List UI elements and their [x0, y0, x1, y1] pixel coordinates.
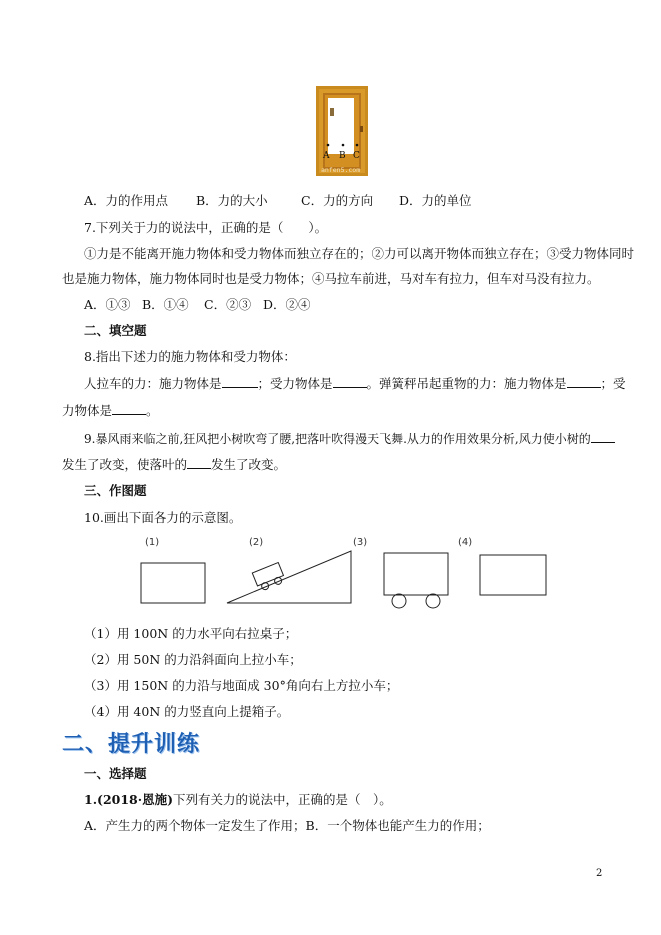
q6-option-b: B．力的大小 [196, 193, 268, 208]
q10-item-4: （4）用 40N 的力竖直向上提箱子。 [84, 704, 290, 719]
p1-stem-line [84, 792, 392, 808]
section-draw-heading: 三、作图题 [84, 483, 147, 498]
section-choice-heading: 一、选择题 [84, 766, 147, 781]
q8-l2-a: 力物体是 [62, 403, 113, 418]
q7-stem: 7.下列关于力的说法中，正确的是（ ）。 [84, 220, 328, 235]
door-label-c: C [353, 151, 360, 161]
q9-line2 [62, 456, 286, 473]
door-watermark: anfen5.com [321, 166, 361, 174]
door-label-a: A [323, 151, 330, 161]
q8-blank-3[interactable] [567, 375, 601, 388]
q8-line1 [84, 375, 626, 392]
q6-option-c: C．力的方向 [301, 193, 374, 208]
door-label-b: B [339, 151, 346, 161]
q10-item-2: （2）用 50N 的力沿斜面向上拉小车； [84, 652, 302, 667]
q7-option-c: C．②③ [204, 297, 252, 312]
q10-stem: 10.画出下面各力的示意图。 [84, 510, 242, 525]
p1-source: 1.(2018·恩施) [84, 792, 174, 807]
fig-label-3: (3) [353, 537, 368, 548]
q9-line1 [84, 430, 615, 447]
q8-stem: 8.指出下述力的施力物体和受力物体： [84, 349, 296, 364]
page-number: 2 [596, 868, 603, 879]
q8-blank-1[interactable] [222, 375, 258, 388]
q9-l2-b: 发生了改变。 [211, 457, 287, 472]
fig2-incline [227, 551, 351, 603]
section-fill-heading: 二、填空题 [84, 323, 147, 338]
q6-option-a: A．力的作用点 [84, 193, 169, 208]
q8-l1-d: ；受 [600, 376, 626, 391]
q8-blank-4[interactable] [112, 402, 146, 415]
fig-label-1: (1) [145, 537, 160, 548]
q8-l1-b: ；受力物体是 [257, 376, 333, 391]
q8-line2 [62, 402, 159, 419]
q9-l1-a: 9.暴风雨来临之前,狂风把小树吹弯了腰,把落叶吹得漫天飞舞.从力的作用效果分析,风力使小树的 [84, 432, 591, 446]
q10-item-3: （3）用 150N 的力沿与地面成 30°角向右上方拉小车； [84, 678, 399, 693]
q10-figures [125, 533, 555, 615]
section-advanced-heading: 二、提升训练 [62, 732, 201, 757]
q9-l2-a: 发生了改变，使落叶的 [62, 457, 188, 472]
door-figure [316, 86, 368, 176]
q6-option-d: D．力的单位 [399, 193, 472, 208]
p1-stem: 下列有关力的说法中，正确的是（ ）。 [173, 792, 392, 807]
q8-l2-b: 。 [146, 403, 159, 418]
fig-label-2: (2) [249, 537, 264, 548]
q8-blank-2[interactable] [333, 375, 367, 388]
q7-option-d: D．②④ [263, 297, 311, 312]
q9-blank-2[interactable] [187, 456, 211, 469]
q7-body-line2: 也是施力物体，施力物体同时也是受力物体；④马拉车前进，马对车有拉力，但车对马没有拉力。 [62, 271, 600, 286]
fig1-box [141, 563, 205, 603]
q7-option-b: B．①④ [142, 297, 189, 312]
q9-blank-1[interactable] [591, 430, 615, 443]
q7-option-a: A．①③ [84, 297, 131, 312]
q10-item-1: （1）用 100N 的力水平向右拉桌子； [84, 626, 298, 641]
fig2-cart [252, 562, 286, 591]
q8-l1-a: 人拉车的力：施力物体是 [84, 376, 222, 391]
p1-options: A．产生力的两个物体一定发生了作用；B．一个物体也能产生力的作用； [84, 818, 490, 833]
fig3-cart [384, 553, 448, 608]
q7-body-line1: ①力是不能离开施力物体和受力物体而独立存在的；②力可以离开物体而独立存在；③受力物体同时 [84, 246, 635, 261]
q8-l1-c: 。弹簧秤吊起重物的力：施力物体是 [366, 376, 567, 391]
fig-label-4: (4) [458, 537, 473, 548]
fig4-box [480, 555, 546, 595]
